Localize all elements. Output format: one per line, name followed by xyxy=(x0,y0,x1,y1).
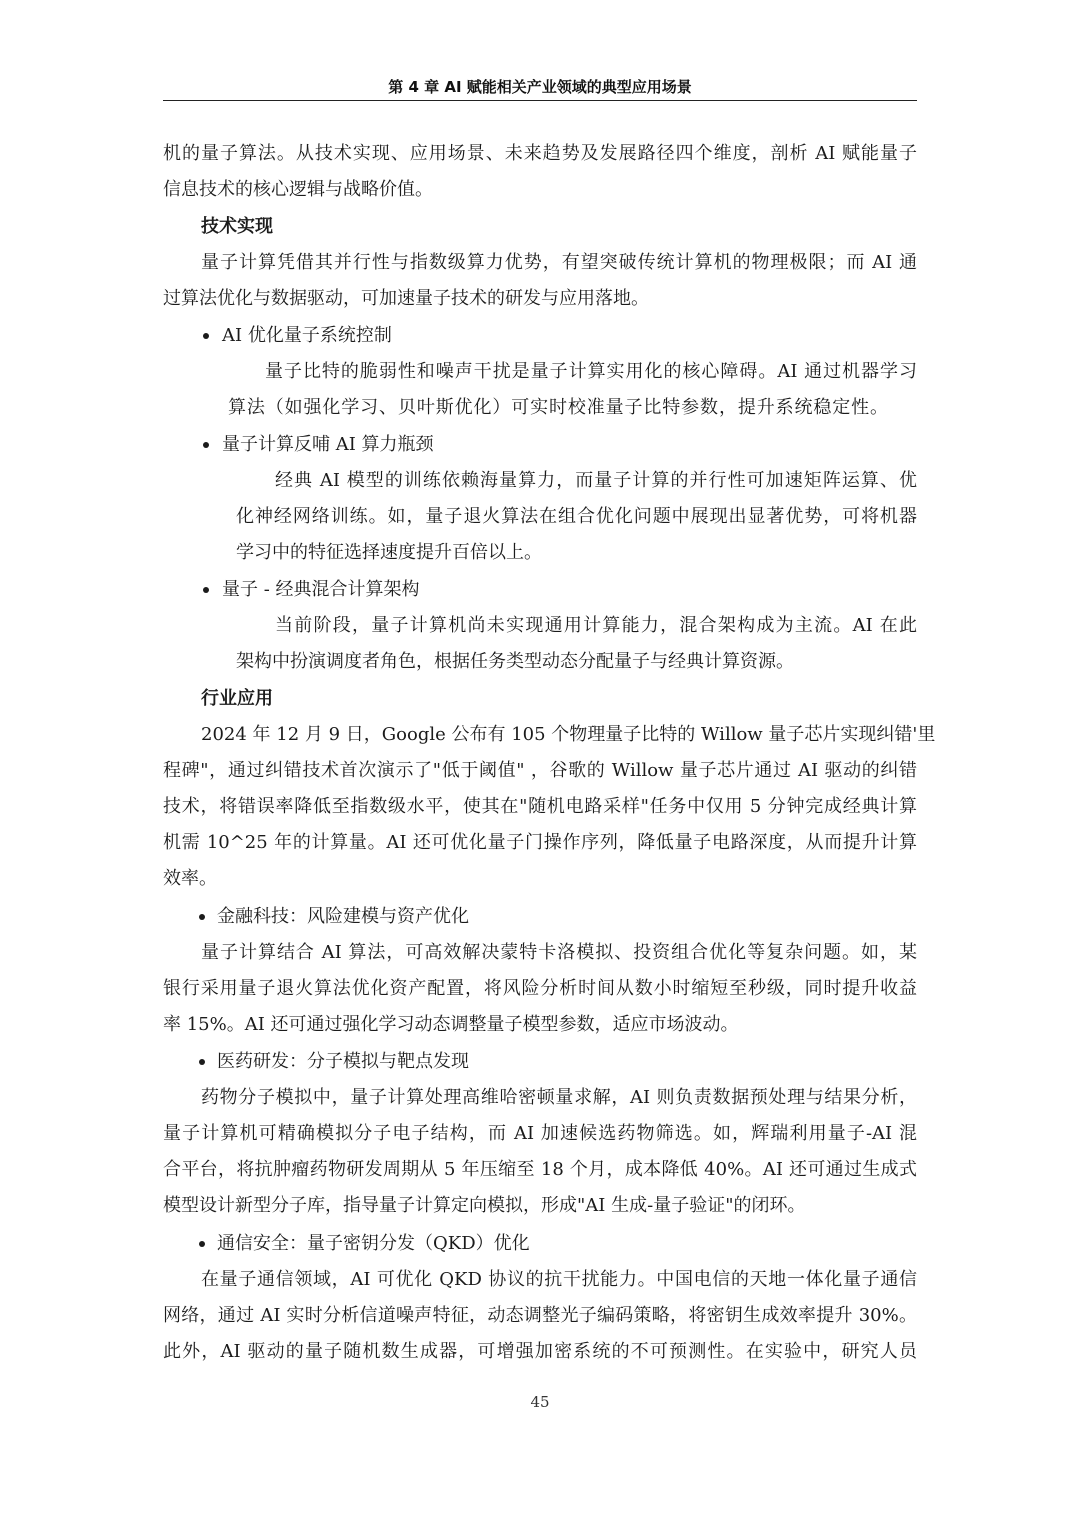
paragraph-line: 信息技术的核心逻辑与战略价值。 xyxy=(163,179,433,200)
paragraph-line: 机需 10^25 年的计算量。AI 还可优化量子门操作序列，降低量子电路深度，从而提升计算 xyxy=(163,832,917,853)
bullet-text: 架构中扮演调度者角色，根据任务类型动态分配量子与经典计算资源。 xyxy=(236,651,794,672)
paragraph-line: 银行采用量子退火算法优化资产配置，将风险分析时间从数小时缩短至秒级，同时提升收益 xyxy=(163,978,917,999)
paragraph-line: 机的量子算法。从技术实现、应用场景、未来趋势及发展路径四个维度，剖析 AI 赋能量子 xyxy=(163,143,917,164)
bullet-text: 算法（如强化学习、贝叶斯优化）可实时校准量子比特参数，提升系统稳定性。 xyxy=(228,397,888,418)
bullet-text: 当前阶段，量子计算机尚未实现通用计算能力，混合架构成为主流。AI 在此 xyxy=(275,615,917,636)
header-divider xyxy=(163,100,917,101)
bullet-title: 医药研发：分子模拟与靶点发现 xyxy=(217,1051,469,1072)
paragraph-line: 量子计算机可精确模拟分子电子结构，而 AI 加速候选药物筛选。如，辉瑞利用量子-AI 混 xyxy=(163,1123,917,1144)
bullet-title: 金融科技：风险建模与资产优化 xyxy=(217,906,469,927)
bullet-title: 量子计算反哺 AI 算力瓶颈 xyxy=(222,434,434,455)
paragraph-line: 2024 年 12 月 9 日，Google 公布有 105 个物理量子比特的 Willow 量子芯片实现纠错'里 xyxy=(201,724,936,745)
paragraph-line: 量子计算结合 AI 算法，可高效解决蒙特卡洛模拟、投资组合优化等复杂问题。如，某 xyxy=(201,942,917,963)
bullet-dot xyxy=(199,1241,205,1247)
paragraph-line: 过算法优化与数据驱动，可加速量子技术的研发与应用落地。 xyxy=(163,288,649,309)
chapter-header: 第 4 章 AI 赋能相关产业领域的典型应用场景 xyxy=(388,78,692,96)
bullet-dot xyxy=(203,442,209,448)
bullet-dot xyxy=(199,914,205,920)
paragraph-line: 模型设计新型分子库，指导量子计算定向模拟，形成"AI 生成-量子验证"的闭环。 xyxy=(163,1195,806,1216)
paragraph-line: 率 15%。AI 还可通过强化学习动态调整量子模型参数，适应市场波动。 xyxy=(163,1014,739,1035)
section-heading-app: 行业应用 xyxy=(201,688,273,709)
paragraph-line: 药物分子模拟中，量子计算处理高维哈密顿量求解，AI 则负责数据预处理与结果分析， xyxy=(201,1087,917,1108)
paragraph-line: 合平台，将抗肿瘤药物研发周期从 5 年压缩至 18 个月，成本降低 40%。AI 还可通过生成式 xyxy=(163,1159,917,1180)
paragraph-line: 在量子通信领域，AI 可优化 QKD 协议的抗干扰能力。中国电信的天地一体化量子通信 xyxy=(201,1269,917,1290)
paragraph-line: 技术，将错误率降低至指数级水平，使其在"随机电路采样"任务中仅用 5 分钟完成经典计算 xyxy=(163,796,917,817)
bullet-title: 量子 - 经典混合计算架构 xyxy=(222,579,420,600)
page-number: 45 xyxy=(530,1393,550,1411)
paragraph-line: 效率。 xyxy=(163,868,217,889)
bullet-dot xyxy=(199,1059,205,1065)
bullet-dot xyxy=(203,587,209,593)
paragraph-line: 程碑"，通过纠错技术首次演示了"低于阈值" ，谷歌的 Willow 量子芯片通过 AI 驱动的纠错 xyxy=(163,760,917,781)
bullet-text: 量子比特的脆弱性和噪声干扰是量子计算实用化的核心障碍。AI 通过机器学习 xyxy=(265,361,917,382)
bullet-dot xyxy=(203,333,209,339)
bullet-title: AI 优化量子系统控制 xyxy=(222,325,392,346)
bullet-text: 经典 AI 模型的训练依赖海量算力，而量子计算的并行性可加速矩阵运算、优 xyxy=(275,470,917,491)
paragraph-line: 此外，AI 驱动的量子随机数生成器，可增强加密系统的不可预测性。在实验中，研究人员 xyxy=(163,1341,917,1362)
bullet-title: 通信安全：量子密钥分发（QKD）优化 xyxy=(217,1233,530,1254)
bullet-text: 学习中的特征选择速度提升百倍以上。 xyxy=(236,542,542,563)
paragraph-line: 网络，通过 AI 实时分析信道噪声特征，动态调整光子编码策略，将密钥生成效率提升 30%。 xyxy=(163,1305,917,1326)
bullet-text: 化神经网络训练。如，量子退火算法在组合优化问题中展现出显著优势，可将机器 xyxy=(236,506,917,527)
paragraph-line: 量子计算凭借其并行性与指数级算力优势，有望突破传统计算机的物理极限；而 AI 通 xyxy=(201,252,917,273)
section-heading-tech: 技术实现 xyxy=(201,216,273,237)
